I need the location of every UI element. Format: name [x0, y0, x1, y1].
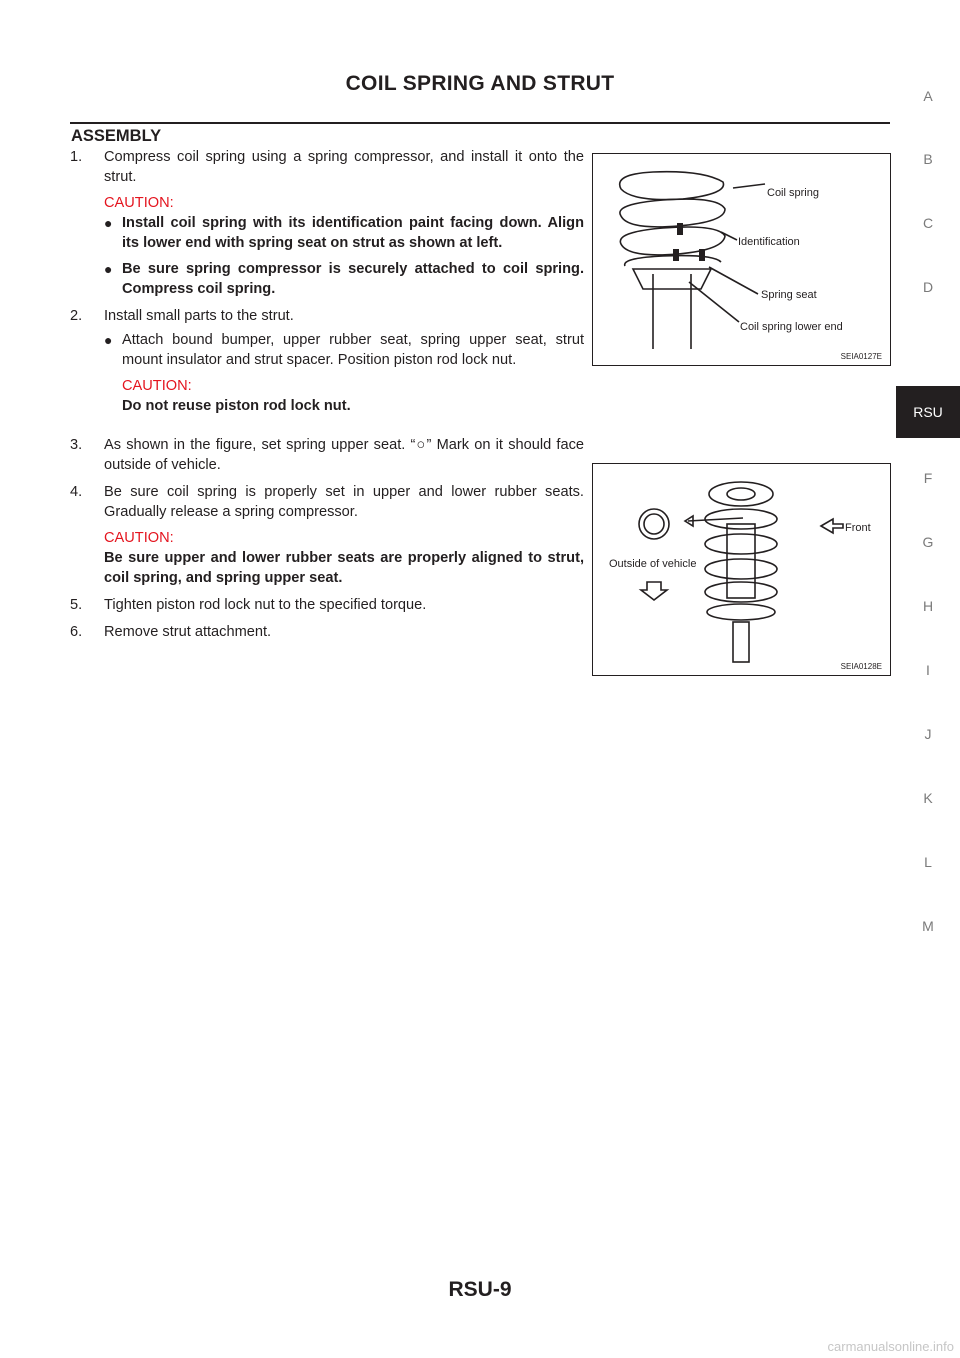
caution-bullet: [104, 213, 584, 253]
section-heading: ASSEMBLY: [71, 127, 162, 145]
tab-a[interactable]: A: [923, 88, 933, 104]
tab-b[interactable]: B: [923, 151, 933, 167]
tab-d[interactable]: D: [922, 279, 934, 295]
tab-h[interactable]: H: [922, 598, 934, 614]
caution-text: Be sure upper and lower rubber seats are properly aligned to strut, coil spring, and spring upper seat.: [104, 550, 584, 586]
step-5: [70, 595, 584, 615]
label-spring-seat: Spring seat: [761, 289, 817, 301]
step-number: 6.: [70, 624, 83, 640]
step-text: As shown in the figure, set spring upper seat. “○” Mark on it should face outside of vehicle.: [104, 437, 584, 473]
step-text: Compress coil spring using a spring compressor, and install it onto the strut.: [104, 149, 584, 185]
step-6: [70, 622, 584, 642]
bullet-icon: ●: [104, 215, 113, 231]
caution-label: CAUTION:: [122, 378, 192, 394]
step-1: [70, 147, 584, 299]
watermark: carmanualsonline.info: [827, 1339, 954, 1354]
label-coil-spring: Coil spring: [767, 187, 819, 199]
tab-rsu[interactable]: RSU: [896, 386, 960, 438]
caution-block: [104, 376, 584, 416]
label-front: Front: [845, 522, 871, 534]
tab-m[interactable]: M: [922, 918, 934, 934]
page-number: RSU-9: [448, 1278, 512, 1301]
figure-strut-orientation: [592, 463, 891, 676]
label-identification: Identification: [738, 236, 800, 248]
tab-k[interactable]: K: [923, 790, 933, 806]
label-coil-spring-lower-end: Coil spring lower end: [740, 321, 843, 333]
figure-code: SEIA0127E: [840, 352, 882, 361]
caution-text: Do not reuse piston rod lock nut.: [122, 398, 351, 414]
bullet-text: Install coil spring with its identification paint facing down. Align its lower end with spring seat on strut as shown at left.: [122, 215, 584, 251]
step-2: [70, 306, 584, 416]
bullet-icon: ●: [104, 261, 113, 277]
title-divider: [70, 122, 890, 124]
step-number: 5.: [70, 597, 83, 613]
step-number: 1.: [70, 149, 83, 165]
step-text: Tighten piston rod lock nut to the specified torque.: [104, 597, 427, 613]
step-3: [70, 435, 584, 475]
figure-code: SEIA0128E: [840, 662, 882, 671]
coil-spring-illustration: [593, 154, 890, 365]
bullet-text: Be sure spring compressor is securely attached to coil spring. Compress coil spring.: [122, 261, 584, 297]
step-text: Be sure coil spring is properly set in upper and lower rubber seats. Gradually release a spring compressor.: [104, 484, 584, 520]
step-4: [70, 482, 584, 588]
caution-label: CAUTION:: [104, 530, 174, 546]
caution-label: CAUTION:: [104, 195, 174, 211]
step-text: Install small parts to the strut.: [104, 308, 294, 324]
label-outside-of-vehicle: Outside of vehicle: [609, 558, 697, 570]
tab-l[interactable]: L: [924, 854, 932, 870]
tab-j[interactable]: J: [924, 726, 932, 742]
page-title: COIL SPRING AND STRUT: [345, 72, 615, 95]
procedure-content: [70, 147, 584, 649]
tab-g[interactable]: G: [922, 534, 934, 550]
figure-coil-spring-install: [592, 153, 891, 366]
tab-i[interactable]: I: [926, 662, 930, 678]
tab-f[interactable]: F: [923, 470, 933, 486]
step-number: 2.: [70, 308, 83, 324]
strut-assembly-illustration: [593, 464, 890, 675]
step-number: 4.: [70, 484, 83, 500]
tab-c[interactable]: C: [922, 215, 934, 231]
bullet-icon: ●: [104, 332, 113, 348]
step-bullet: [104, 330, 584, 370]
step-text: Remove strut attachment.: [104, 624, 272, 640]
caution-bullet: [104, 259, 584, 299]
step-number: 3.: [70, 437, 83, 453]
bullet-text: Attach bound bumper, upper rubber seat, spring upper seat, strut mount insulator and strut spacer. Position piston rod lock nut.: [122, 332, 584, 368]
